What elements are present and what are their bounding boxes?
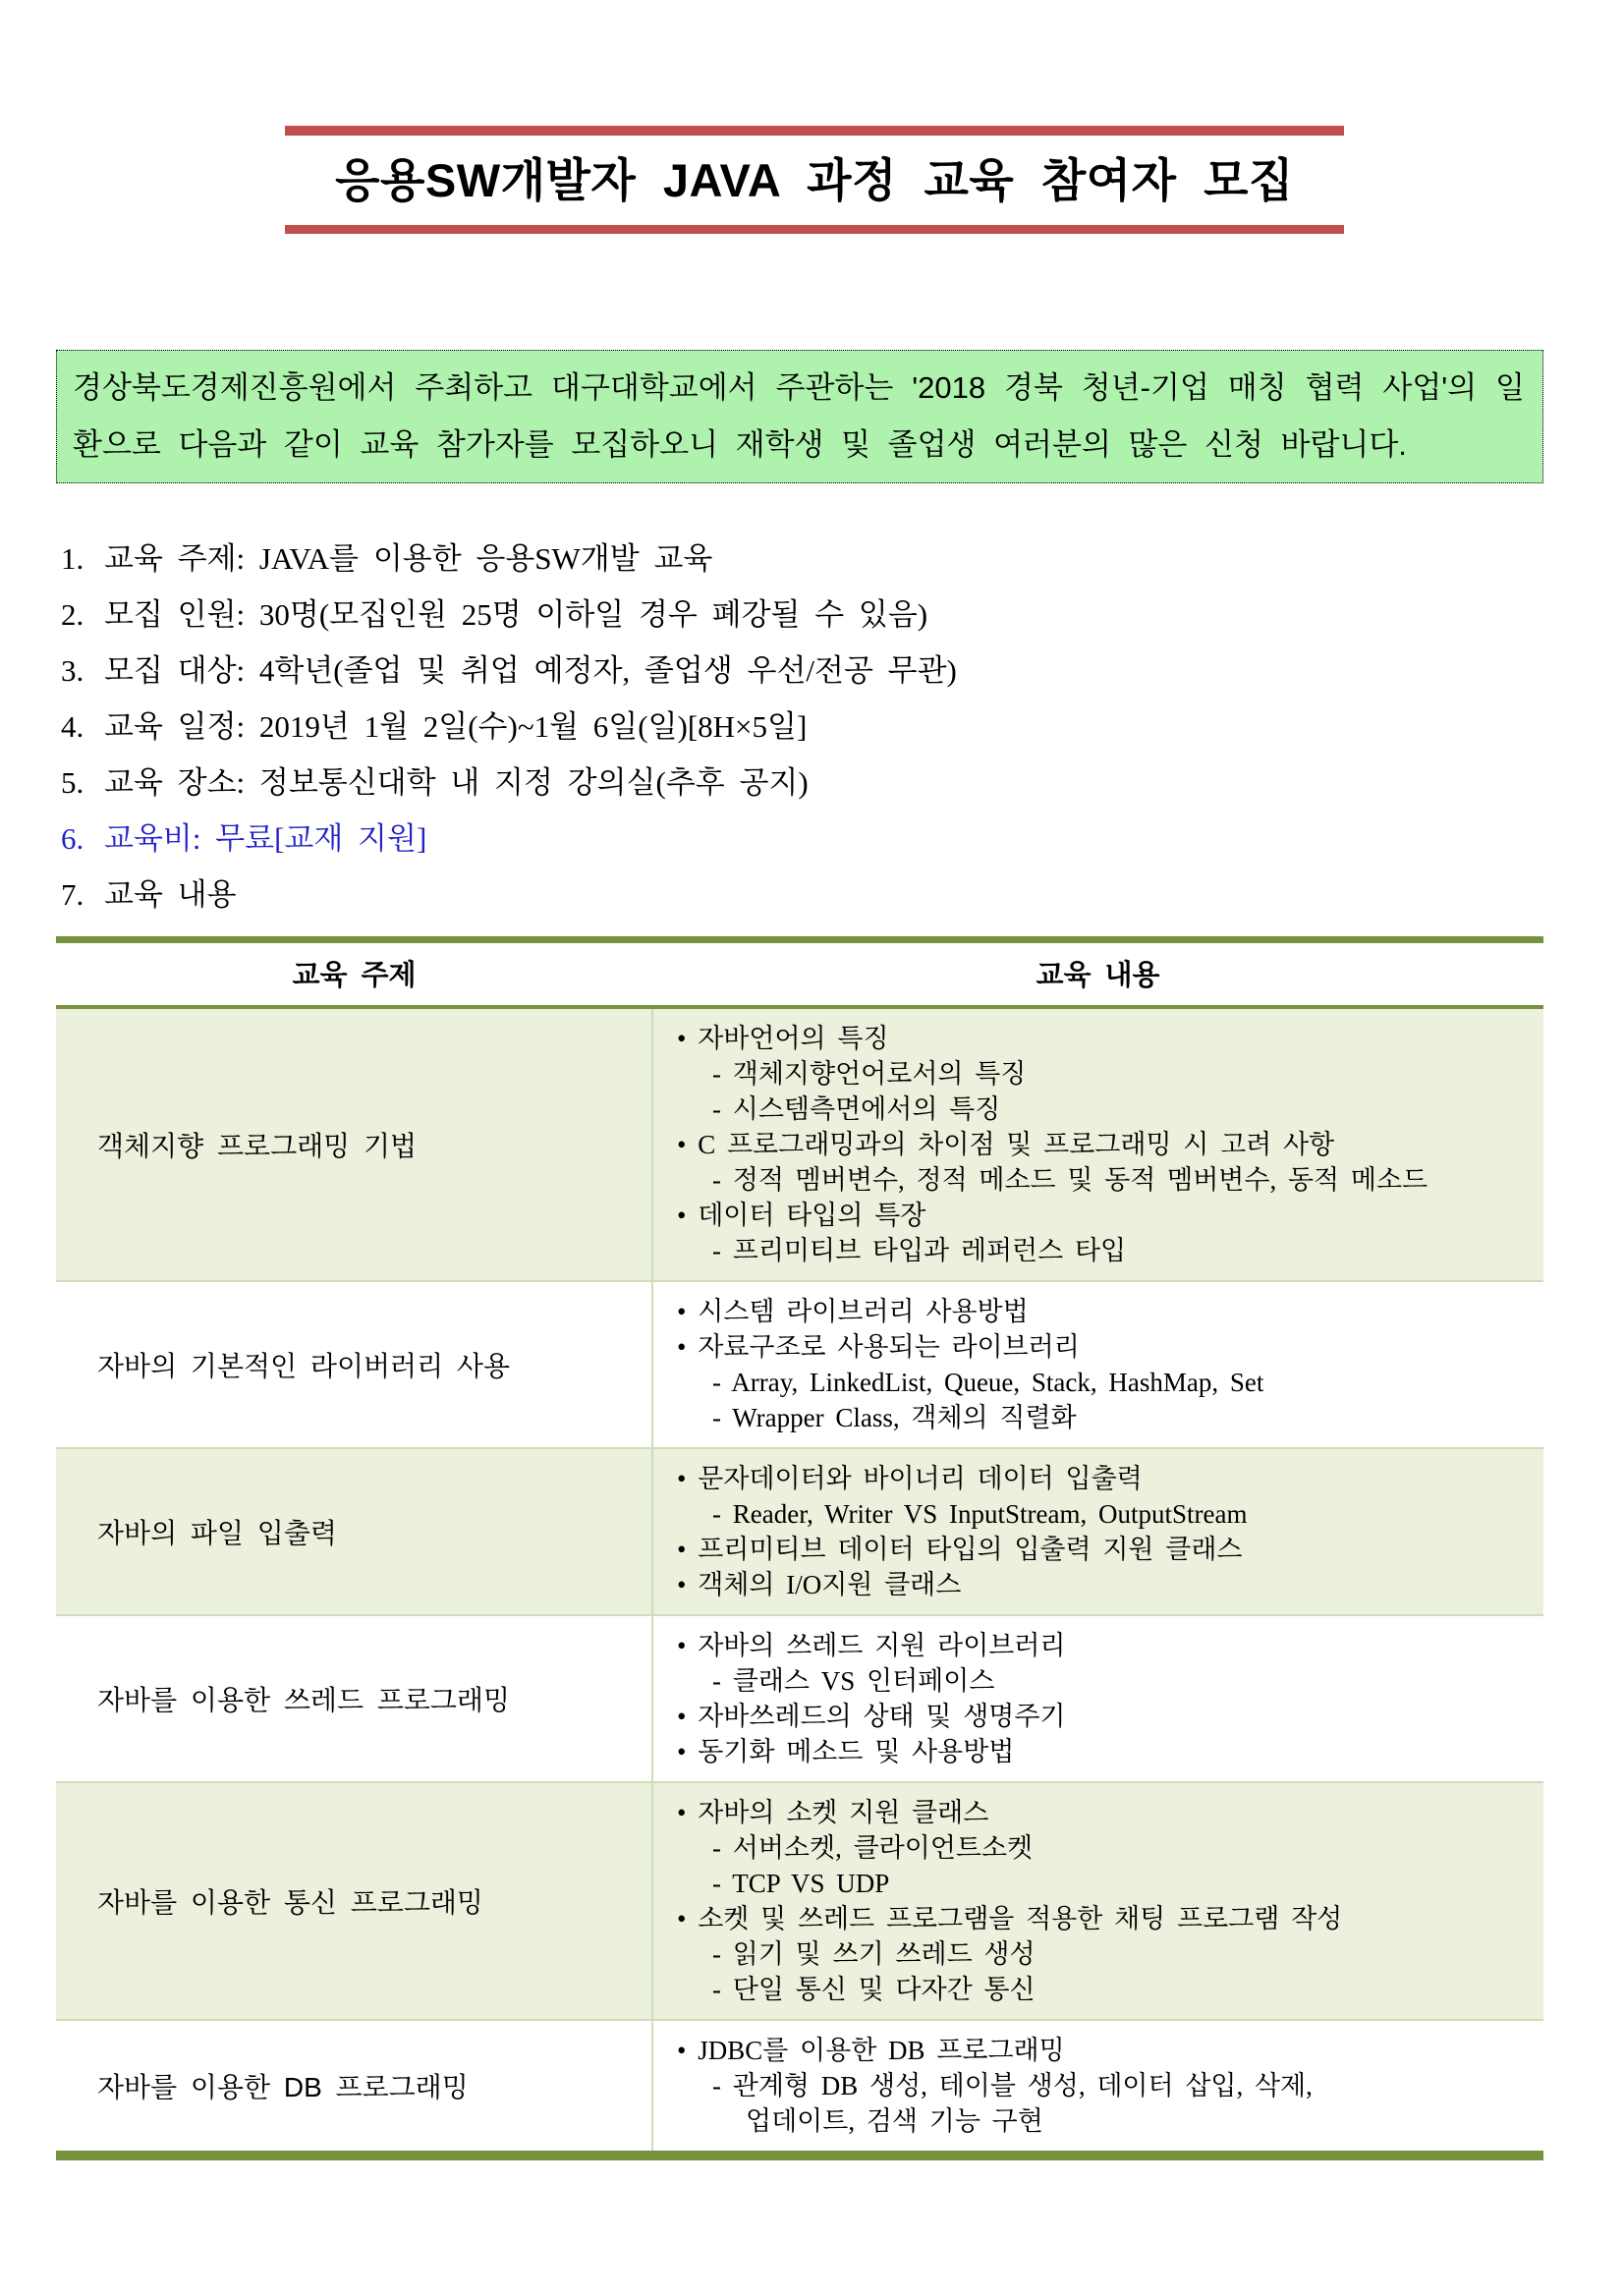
list-item — [61, 755, 1565, 811]
list-item-text: 교육 내용 — [104, 877, 237, 912]
list-item — [61, 811, 1565, 867]
bullet-line: • 시스템 라이브러리 사용방법 — [677, 1297, 1029, 1326]
table-row — [56, 1448, 1543, 1615]
content-cell — [652, 1782, 1543, 2020]
list-item-text: 교육비: 무료[교재 지원] — [104, 821, 427, 856]
table-row — [56, 1281, 1543, 1448]
bullet-line: • 프리미티브 데이터 타입의 입출력 지원 클래스 — [677, 1535, 1243, 1564]
bullet-line: • 소켓 및 쓰레드 프로그램을 적용한 채팅 프로그램 작성 — [677, 1904, 1343, 1933]
content-cell — [652, 1007, 1543, 1281]
list-item — [61, 699, 1565, 755]
bullet-line: • 자바의 쓰레드 지원 라이브러리 — [677, 1631, 1066, 1660]
bullet-line: • 동기화 메소드 및 사용방법 — [677, 1737, 1015, 1766]
list-item — [61, 643, 1565, 699]
list-item-number: 2. — [61, 597, 84, 632]
bullet-line: • 객체의 I/O지원 클래스 — [677, 1570, 962, 1599]
dash-line: - TCP VS UDP — [712, 1869, 890, 1898]
dash-line: - 클래스 VS 인터페이스 — [712, 1666, 995, 1696]
table-row — [56, 2020, 1543, 2156]
list-item-number: 4. — [61, 709, 84, 744]
dash-line: - 단일 통신 및 다자간 통신 — [712, 1975, 1036, 2004]
intro-box — [56, 350, 1543, 483]
document-title-block — [285, 126, 1344, 234]
bullet-line: • 자바의 소켓 지원 클래스 — [677, 1798, 989, 1827]
dash-line: - 관계형 DB 생성, 테이블 생성, 데이터 삽입, 삭제, — [712, 2071, 1313, 2100]
dash-line: - 시스템측면에서의 특징 — [712, 1094, 1001, 1124]
content-cell — [652, 1448, 1543, 1615]
dash-line: - Wrapper Class, 객체의 직렬화 — [712, 1403, 1077, 1432]
list-item-number: 6. — [61, 821, 84, 856]
page-title: 응용SW개발자 JAVA 과정 교육 참여자 모집 — [335, 154, 1294, 206]
dash-line: - Reader, Writer VS InputStream, OutputStream — [712, 1499, 1248, 1529]
info-list — [61, 531, 1565, 923]
topic-cell: 자바를 이용한 DB 프로그래밍 — [56, 2020, 652, 2156]
col-header-content: 교육 내용 — [652, 940, 1543, 1008]
dash-line: - 프리미티브 타입과 레퍼런스 타입 — [712, 1236, 1127, 1265]
bullet-line: • 데이터 타입의 특장 — [677, 1201, 926, 1230]
course-table-body — [56, 1007, 1543, 2156]
dash-line: - 서버소켓, 클라이언트소켓 — [712, 1833, 1034, 1863]
content-cell — [652, 1281, 1543, 1448]
topic-cell: 자바를 이용한 쓰레드 프로그래밍 — [56, 1615, 652, 1782]
bullet-line: • JDBC를 이용한 DB 프로그래밍 — [677, 2036, 1065, 2065]
list-item — [61, 531, 1565, 587]
bullet-line: • 자료구조로 사용되는 라이브러리 — [677, 1332, 1080, 1362]
topic-cell: 객체지향 프로그래밍 기법 — [56, 1007, 652, 1281]
list-item-number: 7. — [61, 877, 84, 912]
table-row — [56, 1615, 1543, 1782]
header-row — [56, 940, 1543, 1008]
content-cell — [652, 2020, 1543, 2156]
intro-text: 경상북도경제진흥원에서 주최하고 대구대학교에서 주관하는 '2018 경북 청년-기업 매칭 협력 사업'의 일환으로 다음과 같이 교육 참가자를 모집하오니 재학생 및 졸업생 여러분의 많은 신청 바랍니다. — [73, 370, 1525, 462]
list-item-text: 교육 주제: JAVA를 이용한 응용SW개발 교육 — [104, 541, 713, 576]
bullet-line: • C 프로그래밍과의 차이점 및 프로그래밍 시 고려 사항 — [677, 1130, 1335, 1159]
topic-cell: 자바의 파일 입출력 — [56, 1448, 652, 1615]
topic-cell: 자바의 기본적인 라이버러리 사용 — [56, 1281, 652, 1448]
list-item — [61, 867, 1565, 923]
col-header-topic: 교육 주제 — [56, 940, 652, 1008]
dash-line: - 객체지향언어로서의 특징 — [712, 1059, 1027, 1089]
dash-line: - Array, LinkedList, Queue, Stack, HashMap, Set — [712, 1368, 1264, 1397]
list-item-text: 교육 장소: 정보통신대학 내 지정 강의실(추후 공지) — [104, 765, 809, 800]
list-item-text: 모집 대상: 4학년(졸업 및 취업 예정자, 졸업생 우선/전공 무관) — [104, 653, 957, 688]
bullet-line: • 자바언어의 특징 — [677, 1024, 889, 1053]
continuation-line: 업데이트, 검색 기능 구현 — [746, 2106, 1043, 2136]
content-cell — [652, 1615, 1543, 1782]
bullet-line: • 문자데이터와 바이너리 데이터 입출력 — [677, 1464, 1143, 1493]
dash-line: - 읽기 및 쓰기 쓰레드 생성 — [712, 1939, 1036, 1969]
list-item-text: 교육 일정: 2019년 1월 2일(수)~1월 6일(일)[8H×5일] — [104, 709, 808, 744]
list-item-number: 5. — [61, 765, 84, 800]
list-item-number: 1. — [61, 541, 84, 576]
table-row — [56, 1007, 1543, 1281]
list-item-text: 모집 인원: 30명(모집인원 25명 이하일 경우 폐강될 수 있음) — [104, 597, 928, 632]
bullet-line: • 자바쓰레드의 상태 및 생명주기 — [677, 1702, 1066, 1731]
course-table-header — [56, 940, 1543, 1008]
table-row — [56, 1782, 1543, 2020]
course-table — [56, 936, 1543, 2160]
list-item-number: 3. — [61, 653, 84, 688]
topic-cell: 자바를 이용한 통신 프로그래밍 — [56, 1782, 652, 2020]
dash-line: - 정적 멤버변수, 정적 메소드 및 동적 멤버변수, 동적 메소드 — [712, 1165, 1428, 1195]
list-item — [61, 587, 1565, 643]
